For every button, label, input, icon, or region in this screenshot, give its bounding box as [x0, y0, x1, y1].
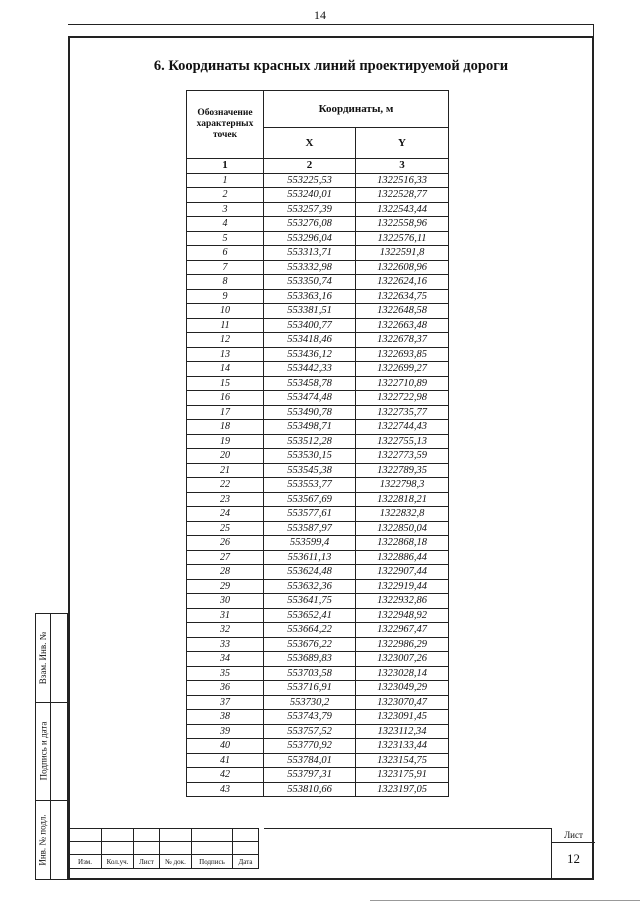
x-coordinate-cell: 553611,13	[264, 550, 356, 565]
x-coordinate-cell: 553257,39	[264, 202, 356, 217]
point-number-cell: 7	[187, 260, 264, 275]
point-number-cell: 37	[187, 695, 264, 710]
table-row	[187, 507, 449, 522]
y-coordinate-cell: 1322967,47	[356, 623, 449, 638]
point-number-cell: 26	[187, 536, 264, 551]
x-coordinate-cell: 553624,48	[264, 565, 356, 580]
inv-original-label: Инв. № подл.	[38, 814, 48, 866]
x-coordinate-cell: 553490,78	[264, 405, 356, 420]
y-coordinate-cell: 1322699,27	[356, 362, 449, 377]
point-number-cell: 33	[187, 637, 264, 652]
page-number: 14	[314, 8, 326, 22]
table-row	[187, 565, 449, 580]
table-row	[187, 246, 449, 261]
table-row	[187, 405, 449, 420]
y-coordinate-cell: 1322850,04	[356, 521, 449, 536]
title-block-column: Подпись	[192, 855, 233, 869]
point-number-cell: 6	[187, 246, 264, 261]
table-row	[187, 260, 449, 275]
x-coordinate-cell: 553545,38	[264, 463, 356, 478]
table-row	[187, 347, 449, 362]
table-row	[187, 231, 449, 246]
y-coordinate-cell: 1322886,44	[356, 550, 449, 565]
point-number-cell: 22	[187, 478, 264, 493]
table-row	[187, 710, 449, 725]
y-coordinate-cell: 1322516,33	[356, 173, 449, 188]
point-number-cell: 36	[187, 681, 264, 696]
x-coordinate-cell: 553498,71	[264, 420, 356, 435]
point-number-cell: 40	[187, 739, 264, 754]
table-row	[187, 652, 449, 667]
point-number-cell: 30	[187, 594, 264, 609]
table-row	[187, 753, 449, 768]
x-coordinate-cell: 553363,16	[264, 289, 356, 304]
table-row	[187, 536, 449, 551]
point-number-cell: 25	[187, 521, 264, 536]
point-number-cell: 12	[187, 333, 264, 348]
x-coordinate-cell: 553784,01	[264, 753, 356, 768]
y-coordinate-cell: 1323007,26	[356, 652, 449, 667]
y-coordinate-cell: 1322818,21	[356, 492, 449, 507]
x-coordinate-cell: 553474,48	[264, 391, 356, 406]
point-number-cell: 21	[187, 463, 264, 478]
coordinates-table	[186, 90, 449, 797]
y-coordinate-cell: 1322907,44	[356, 565, 449, 580]
table-row	[187, 217, 449, 232]
title-block-column: Кол.уч.	[102, 855, 134, 869]
x-coordinate-cell: 553553,77	[264, 478, 356, 493]
column-number: 3	[356, 159, 449, 174]
x-coordinate-cell: 553676,22	[264, 637, 356, 652]
y-coordinate-cell: 1322710,89	[356, 376, 449, 391]
table-row	[187, 579, 449, 594]
point-number-cell: 8	[187, 275, 264, 290]
table-row	[187, 275, 449, 290]
point-number-cell: 11	[187, 318, 264, 333]
y-coordinate-cell: 1322986,29	[356, 637, 449, 652]
y-coordinate-cell: 1322648,58	[356, 304, 449, 319]
point-number-cell: 35	[187, 666, 264, 681]
frame-top-line	[68, 24, 594, 36]
y-coordinate-cell: 1322678,37	[356, 333, 449, 348]
x-coordinate-cell: 553730,2	[264, 695, 356, 710]
point-number-cell: 28	[187, 565, 264, 580]
y-coordinate-cell: 1323175,91	[356, 768, 449, 783]
title-block-column: Дата	[233, 855, 259, 869]
point-number-cell: 24	[187, 507, 264, 522]
y-coordinate-cell: 1322932,86	[356, 594, 449, 609]
table-row	[187, 492, 449, 507]
title-block	[68, 828, 259, 869]
table-row	[187, 391, 449, 406]
table-row	[187, 666, 449, 681]
table-row	[187, 376, 449, 391]
table-row	[187, 724, 449, 739]
point-number-cell: 2	[187, 188, 264, 203]
y-coordinate-cell: 1322576,11	[356, 231, 449, 246]
x-coordinate-cell: 553770,92	[264, 739, 356, 754]
x-coordinate-cell: 553442,33	[264, 362, 356, 377]
x-coordinate-cell: 553458,78	[264, 376, 356, 391]
point-number-cell: 14	[187, 362, 264, 377]
table-row	[187, 188, 449, 203]
point-number-cell: 27	[187, 550, 264, 565]
x-coordinate-cell: 553350,74	[264, 275, 356, 290]
point-number-cell: 13	[187, 347, 264, 362]
point-number-cell: 34	[187, 652, 264, 667]
coordinates-column-header: Координаты, м	[264, 91, 449, 128]
point-number-cell: 43	[187, 782, 264, 797]
y-coordinate-cell: 1322624,16	[356, 275, 449, 290]
x-coordinate-cell: 553641,75	[264, 594, 356, 609]
x-coordinate-cell: 553332,98	[264, 260, 356, 275]
sheet-number: 12	[567, 851, 580, 866]
point-number-cell: 17	[187, 405, 264, 420]
title-block-column: № док.	[160, 855, 192, 869]
table-row	[187, 449, 449, 464]
x-coordinate-cell: 553436,12	[264, 347, 356, 362]
coordinates-rows	[187, 173, 449, 797]
point-number-cell: 29	[187, 579, 264, 594]
y-coordinate-cell: 1322591,8	[356, 246, 449, 261]
y-coordinate-cell: 1322735,77	[356, 405, 449, 420]
table-row	[187, 623, 449, 638]
table-row	[187, 304, 449, 319]
table-row	[187, 637, 449, 652]
table-row	[187, 782, 449, 797]
point-number-cell: 9	[187, 289, 264, 304]
y-coordinate-cell: 1322634,75	[356, 289, 449, 304]
sign-date-label: Подпись и дата	[38, 721, 48, 781]
table-row	[187, 420, 449, 435]
x-coordinate-cell: 553381,51	[264, 304, 356, 319]
point-number-cell: 3	[187, 202, 264, 217]
table-row	[187, 333, 449, 348]
point-number-cell: 16	[187, 391, 264, 406]
point-number-cell: 32	[187, 623, 264, 638]
y-coordinate-cell: 1322755,13	[356, 434, 449, 449]
inv-replace-label: Взам. Инв. №	[38, 631, 48, 684]
table-row	[187, 463, 449, 478]
x-coordinate-cell: 553632,36	[264, 579, 356, 594]
x-coordinate-cell: 553810,66	[264, 782, 356, 797]
table-row	[187, 681, 449, 696]
y-coordinate-cell: 1323049,29	[356, 681, 449, 696]
title-block-column: Лист	[134, 855, 160, 869]
y-coordinate-cell: 1322789,35	[356, 463, 449, 478]
point-number-cell: 5	[187, 231, 264, 246]
title-block-column: Изм.	[69, 855, 102, 869]
point-number-cell: 20	[187, 449, 264, 464]
table-row	[187, 550, 449, 565]
y-coordinate-cell: 1323070,47	[356, 695, 449, 710]
y-coordinate-cell: 1322832,8	[356, 507, 449, 522]
x-coordinate-cell: 553577,61	[264, 507, 356, 522]
x-coordinate-cell: 553689,83	[264, 652, 356, 667]
y-coordinate-cell: 1323154,75	[356, 753, 449, 768]
table-row	[187, 768, 449, 783]
x-coordinate-cell: 553703,58	[264, 666, 356, 681]
page-title: 6. Координаты красных линий проектируемой дороги	[153, 58, 509, 74]
x-coordinate-cell: 553276,08	[264, 217, 356, 232]
x-coordinate-cell: 553797,31	[264, 768, 356, 783]
table-row	[187, 318, 449, 333]
x-column-header: X	[264, 128, 356, 159]
point-number-cell: 15	[187, 376, 264, 391]
y-coordinate-cell: 1322558,96	[356, 217, 449, 232]
x-coordinate-cell: 553599,4	[264, 536, 356, 551]
y-coordinate-cell: 1322543,44	[356, 202, 449, 217]
point-number-cell: 1	[187, 173, 264, 188]
y-coordinate-cell: 1322608,96	[356, 260, 449, 275]
scan-artifact-line	[370, 900, 640, 901]
point-number-cell: 19	[187, 434, 264, 449]
point-number-cell: 4	[187, 217, 264, 232]
point-number-cell: 41	[187, 753, 264, 768]
table-row	[187, 739, 449, 754]
table-row	[187, 173, 449, 188]
y-coordinate-cell: 1322663,48	[356, 318, 449, 333]
table-row	[187, 608, 449, 623]
x-coordinate-cell: 553400,77	[264, 318, 356, 333]
x-coordinate-cell: 553418,46	[264, 333, 356, 348]
x-coordinate-cell: 553240,01	[264, 188, 356, 203]
y-coordinate-cell: 1323112,34	[356, 724, 449, 739]
column-number: 2	[264, 159, 356, 174]
point-number-cell: 31	[187, 608, 264, 623]
x-coordinate-cell: 553757,52	[264, 724, 356, 739]
x-coordinate-cell: 553743,79	[264, 710, 356, 725]
y-coordinate-cell: 1322722,98	[356, 391, 449, 406]
table-row	[187, 594, 449, 609]
point-column-header: Обозначение характерных точек	[187, 91, 264, 159]
point-number-cell: 39	[187, 724, 264, 739]
y-coordinate-cell: 1322868,18	[356, 536, 449, 551]
y-coordinate-cell: 1322798,3	[356, 478, 449, 493]
column-number: 1	[187, 159, 264, 174]
table-row	[187, 434, 449, 449]
x-coordinate-cell: 553587,97	[264, 521, 356, 536]
y-coordinate-cell: 1323028,14	[356, 666, 449, 681]
point-number-cell: 38	[187, 710, 264, 725]
title-block-rule	[264, 828, 551, 829]
x-coordinate-cell: 553313,71	[264, 246, 356, 261]
y-coordinate-cell: 1322919,44	[356, 579, 449, 594]
y-coordinate-cell: 1323197,05	[356, 782, 449, 797]
y-column-header: Y	[356, 128, 449, 159]
point-number-cell: 10	[187, 304, 264, 319]
sheet-box	[551, 828, 594, 880]
table-row	[187, 289, 449, 304]
y-coordinate-cell: 1322528,77	[356, 188, 449, 203]
y-coordinate-cell: 1323091,45	[356, 710, 449, 725]
x-coordinate-cell: 553567,69	[264, 492, 356, 507]
x-coordinate-cell: 553512,28	[264, 434, 356, 449]
table-row	[187, 521, 449, 536]
x-coordinate-cell: 553664,22	[264, 623, 356, 638]
point-number-cell: 42	[187, 768, 264, 783]
table-row	[187, 695, 449, 710]
x-coordinate-cell: 553225,53	[264, 173, 356, 188]
table-row	[187, 362, 449, 377]
x-coordinate-cell: 553716,91	[264, 681, 356, 696]
y-coordinate-cell: 1322744,43	[356, 420, 449, 435]
y-coordinate-cell: 1322693,85	[356, 347, 449, 362]
x-coordinate-cell: 553296,04	[264, 231, 356, 246]
table-row	[187, 202, 449, 217]
y-coordinate-cell: 1322948,92	[356, 608, 449, 623]
point-number-cell: 18	[187, 420, 264, 435]
y-coordinate-cell: 1322773,59	[356, 449, 449, 464]
sheet-label: Лист	[552, 828, 595, 843]
point-number-cell: 23	[187, 492, 264, 507]
x-coordinate-cell: 553530,15	[264, 449, 356, 464]
x-coordinate-cell: 553652,41	[264, 608, 356, 623]
y-coordinate-cell: 1323133,44	[356, 739, 449, 754]
table-row	[187, 478, 449, 493]
